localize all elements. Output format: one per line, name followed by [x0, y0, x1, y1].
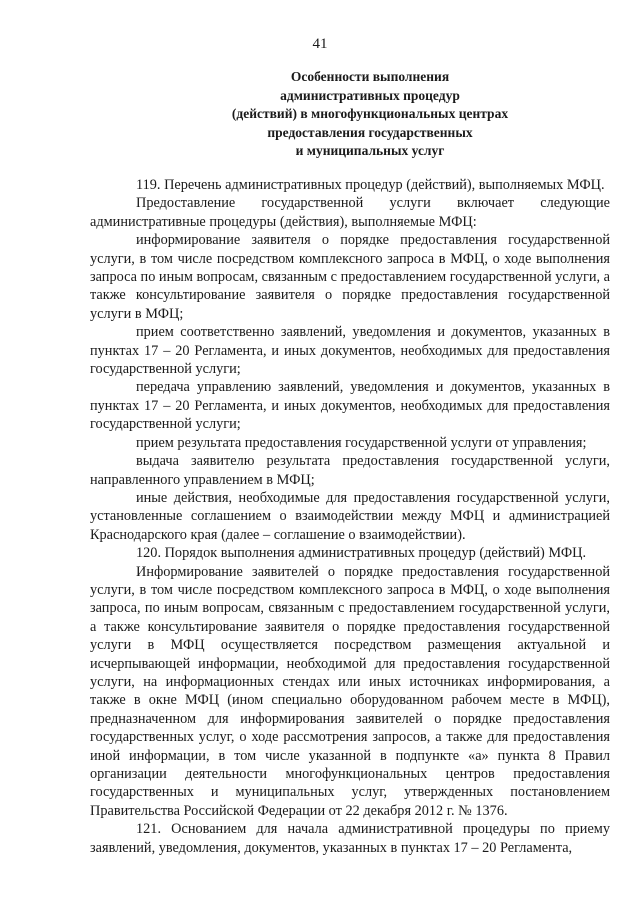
paragraph: информирование заявителя о порядке предоставления государственной услуги, в том числе посредством комплексного запроса в МФЦ, о ходе выполнения запроса по иным вопросам, связанным с предоставлением государственной услуги, а также консультирование заявителя о порядке предоставления государственной услуги в МФЦ;	[90, 232, 610, 322]
paragraph-121: 121. Основанием для начала административной процедуры по приему заявлений, уведомления, документов, указанных в пунктах 17 – 20 Регламента,	[90, 821, 610, 856]
paragraph-119: 119. Перечень административных процедур (действий), выполняемых МФЦ.	[136, 177, 605, 193]
paragraph: Информирование заявителей о порядке предоставления государственной услуги, в том числе посредством комплексного запроса в МФЦ, о ходе выполнения запроса, по иным вопросам, связанным с предоставлением государственной услуги, а также консультирование заявителя о порядке предоставления государственной услуги в МФЦ осуществляется посредством размещения актуальной и исчерпывающей информации, необходимой для предоставления государственной услуги, на информационных стендах или иных источниках информирования, а также в окне МФЦ (ином специально оборудованном рабочем месте в МФЦ), предназначенном для информирования заявителей о порядке предоставления государственных услуг, о ходе рассмотрения запросов, а также для предоставления иной информации, в том числе указанной в подпункте «а» пункта 8 Правил организации деятельности многофункциональных центров предоставления государственных и муниципальных услуг, утвержденных постановлением Правительства Российской Федерации от 22 декабря 2012 г. № 1376.	[90, 563, 610, 819]
heading-line: (действий) в многофункциональных центрах	[231, 106, 509, 121]
page-number: 41	[312, 36, 328, 52]
paragraph: выдача заявителю результата предоставления государственной услуги, направленного управлением в МФЦ;	[90, 453, 610, 488]
document-body	[90, 176, 610, 857]
paragraph: прием результата предоставления государственной услуги от управления;	[136, 434, 587, 451]
section-heading	[150, 68, 590, 161]
paragraph: передача управлению заявлений, уведомления и документов, указанных в пунктах 17 – 20 Регламента, и иных документов, необходимых для предоставления государственной услуги;	[90, 379, 610, 433]
paragraph: Предоставление государственной услуги включает следующие административные процедуры (действия), выполняемые МФЦ:	[90, 195, 610, 230]
heading-line: и муниципальных услуг	[295, 143, 445, 158]
paragraph-120: 120. Порядок выполнения административных процедур (действий) МФЦ.	[136, 545, 587, 562]
heading-line: административных процедур	[280, 87, 460, 103]
paragraph: прием соответственно заявлений, уведомления и документов, указанных в пунктах 17 – 20 Регламента, и иных документов, необходимых для предоставления государственной услуги;	[90, 324, 610, 378]
heading-line: Особенности выполнения	[290, 69, 450, 84]
heading-line: предоставления государственных	[267, 124, 473, 140]
paragraph: иные действия, необходимые для предоставления государственной услуги, установленные соглашением о взаимодействии между МФЦ и администрацией Краснодарского края (далее – соглашение о взаимодействии).	[90, 489, 610, 543]
